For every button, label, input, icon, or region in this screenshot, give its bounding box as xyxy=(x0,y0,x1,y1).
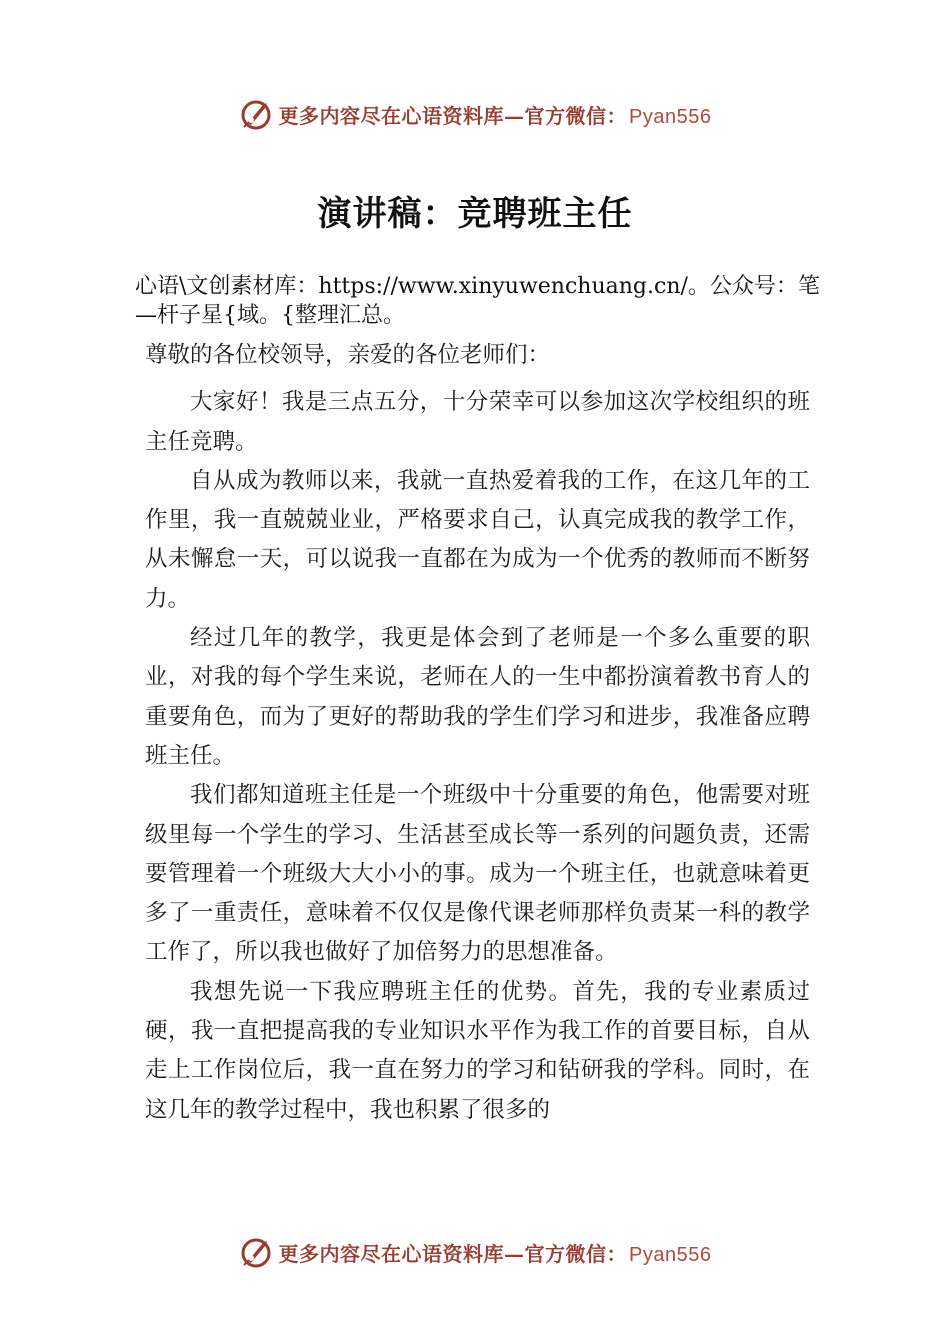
paragraph-2: 自从成为教师以来，我就一直热爱着我的工作，在这几年的工作里，我一直兢兢业业，严格要求自己，认真完成我的教学工作，从未懈怠一天，可以说我一直都在为成为一个优秀的教师而不断努力。 xyxy=(145,467,810,612)
banner-text: 更多内容尽在心语资料库—官方微信： Pyan556 xyxy=(278,103,712,128)
header-banner xyxy=(0,94,950,134)
quill-logo-icon xyxy=(239,97,273,131)
footer-banner xyxy=(0,1232,950,1272)
speech-body xyxy=(145,336,810,1130)
banner-text: 更多内容尽在心语资料库—官方微信： Pyan556 xyxy=(278,1241,712,1266)
paragraph-5: 我想先说一下我应聘班主任的优势。首先，我的专业素质过硬，我一直把提高我的专业知识水平作为我工作的首要目标，自从走上工作岗位后，我一直在努力的学习和钻研我的学科。同时，在这几年的教学过程中，我也积累了很多的 xyxy=(145,978,810,1123)
wechat-id: Pyan556 xyxy=(629,1243,712,1266)
source-line: 心语\文创素材库：https://www.xinyuwenchuang.cn/。公众号：笔—杆子星{域。{整理汇总。 xyxy=(135,274,820,328)
quill-logo-icon xyxy=(239,1235,273,1269)
wechat-id: Pyan556 xyxy=(629,105,712,128)
document-title: 演讲稿：竞聘班主任 xyxy=(317,194,633,234)
paragraph-4: 我们都知道班主任是一个班级中十分重要的角色，他需要对班级里每一个学生的学习、生活甚至成长等一系列的问题负责，还需要管理着一个班级大大小小的事。成为一个班主任，也就意味着更多了一重责任，意味着不仅仅是像代课老师那样负责某一科的教学工作了，所以我也做好了加倍努力的思想准备。 xyxy=(145,782,810,966)
salutation: 尊敬的各位校领导，亲爱的各位老师们： xyxy=(145,342,551,368)
paragraph-1: 大家好！我是三点五分，十分荣幸可以参加这次学校组织的班主任竞聘。 xyxy=(145,389,810,455)
paragraph-3: 经过几年的教学，我更是体会到了老师是一个多么重要的职业，对我的每个学生来说，老师在人的一生中都扮演着教书育人的重要角色，而为了更好的帮助我的学生们学习和进步，我准备应聘班主任。 xyxy=(145,625,810,769)
